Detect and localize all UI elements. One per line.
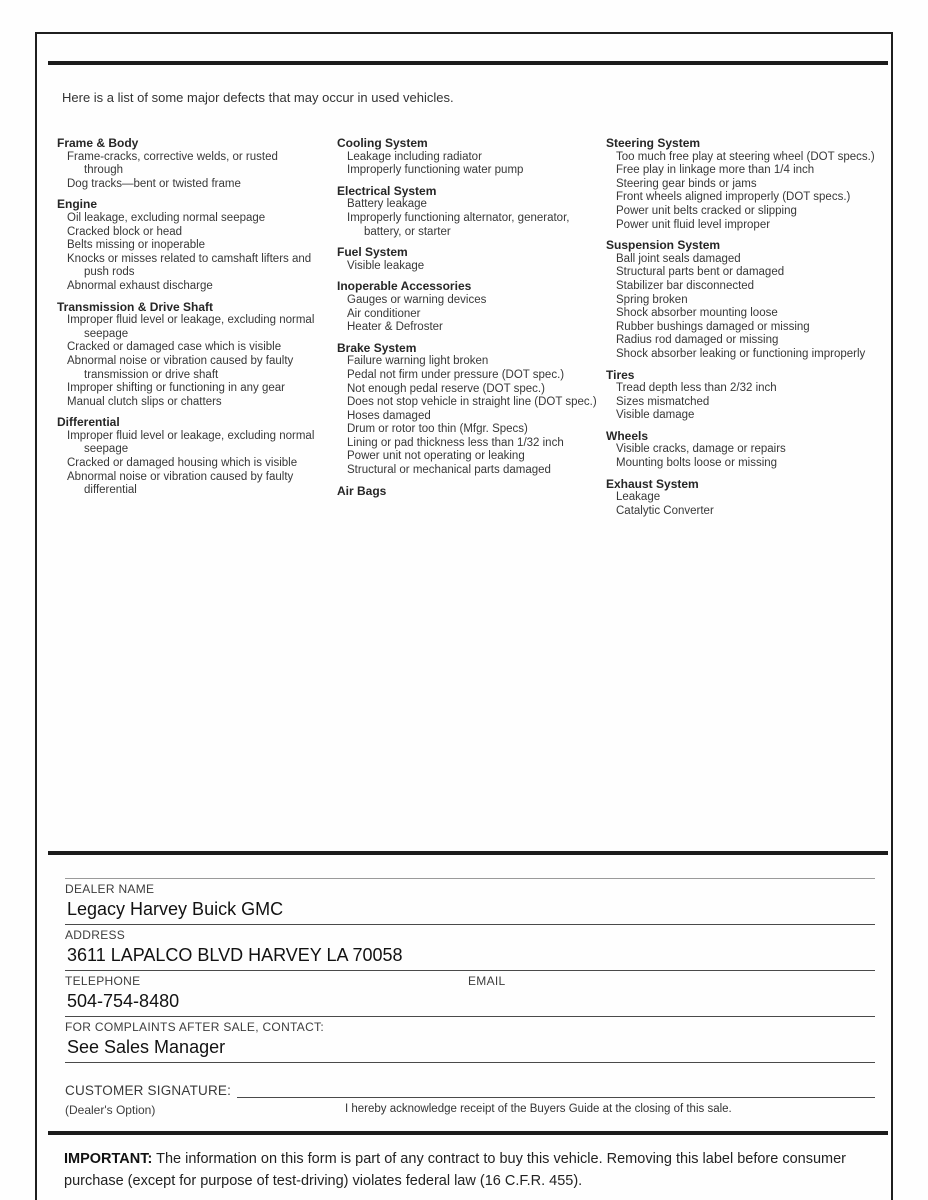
defect-item: Dog tracks—bent or twisted frame <box>67 177 241 190</box>
defect-item: Leakage including radiator <box>347 150 482 163</box>
address-label: ADDRESS <box>65 928 126 942</box>
important-notice <box>64 1148 876 1192</box>
field-complaints-contact <box>65 1017 875 1063</box>
defect-item: Visible damage <box>616 409 695 422</box>
defect-section <box>606 137 882 232</box>
defect-section-title: Suspension System <box>606 238 721 253</box>
defect-item: Visible leakage <box>347 259 425 272</box>
defect-item: Pedal not firm under pressure (DOT spec.) <box>347 368 565 381</box>
defect-item: Power unit fluid level improper <box>616 218 771 231</box>
defect-item: Cracked or damaged case which is visible <box>67 341 282 354</box>
defect-section <box>337 280 597 334</box>
defect-section-title: Frame & Body <box>57 136 139 150</box>
defect-item: Mounting bolts loose or missing <box>616 457 778 470</box>
defect-section-title: Cooling System <box>337 136 428 150</box>
defect-section-title: Transmission & Drive Shaft <box>57 299 214 314</box>
defect-item: Battery leakage <box>347 198 427 211</box>
defect-section <box>337 185 597 239</box>
email-label: EMAIL <box>468 974 506 988</box>
defect-item: Spring broken <box>616 293 688 306</box>
footer-rule <box>48 1131 888 1135</box>
defect-section-title: Fuel System <box>337 245 408 260</box>
telephone-email-labels <box>65 974 875 988</box>
defect-section <box>337 137 597 178</box>
field-telephone-email <box>65 971 875 1017</box>
defect-item: Improperly functioning alternator, generator, battery, or starter <box>347 211 570 238</box>
dealer-name-value[interactable]: Legacy Harvey Buick GMC <box>67 899 284 919</box>
important-label: IMPORTANT: <box>64 1151 153 1167</box>
defect-item: Cracked or damaged housing which is visible <box>67 457 298 470</box>
defect-item: Hoses damaged <box>347 409 431 422</box>
defect-item: Visible cracks, damage or repairs <box>616 443 786 456</box>
complaints-value[interactable]: See Sales Manager <box>67 1037 226 1057</box>
defect-section <box>337 342 597 478</box>
defect-item: Drum or rotor too thin (Mfgr. Specs) <box>347 423 528 436</box>
defect-section <box>57 137 317 191</box>
defect-item: Manual clutch slips or chatters <box>67 395 222 408</box>
defect-item: Not enough pedal reserve (DOT spec.) <box>347 382 545 395</box>
defect-section-title: Brake System <box>337 340 417 355</box>
defect-item: Abnormal noise or vibration caused by faulty differential <box>67 470 294 497</box>
field-dealer-name <box>65 878 875 925</box>
defect-item: Power unit belts cracked or slipping <box>616 204 797 217</box>
defect-item: Radius rod damaged or missing <box>616 334 779 347</box>
dealer-name-label: DEALER NAME <box>65 882 155 896</box>
defect-item: Abnormal noise or vibration caused by faulty transmission or drive shaft <box>67 354 294 381</box>
top-rule <box>48 61 888 65</box>
dealer-section-rule <box>48 851 888 855</box>
defect-item: Front wheels aligned improperly (DOT specs.) <box>616 191 851 204</box>
defect-item: Free play in linkage more than 1/4 inch <box>616 164 815 177</box>
defect-item: Does not stop vehicle in straight line (DOT spec.) <box>347 396 597 409</box>
defect-section-title: Inoperable Accessories <box>337 279 472 294</box>
acknowledgment-text: I hereby acknowledge receipt of the Buyers Guide at the closing of this sale. <box>345 1103 732 1115</box>
defect-item: Gauges or warning devices <box>347 293 487 306</box>
defect-section <box>57 301 317 410</box>
defect-section <box>606 369 882 423</box>
defect-item: Catalytic Converter <box>616 504 714 517</box>
defect-item: Improper shifting or functioning in any gear <box>67 382 285 395</box>
defect-section <box>337 246 597 273</box>
defect-item: Improperly functioning water pump <box>347 164 524 177</box>
defect-section <box>337 485 597 499</box>
defect-item: Rubber bushings damaged or missing <box>616 320 810 333</box>
defect-section-title: Engine <box>57 197 98 212</box>
defect-item: Cracked block or head <box>67 225 183 238</box>
defect-item: Shock absorber leaking or functioning improperly <box>616 347 866 360</box>
defect-item: Leakage <box>616 491 661 504</box>
customer-signature-line[interactable] <box>237 1083 875 1098</box>
defect-section <box>606 478 882 519</box>
defect-section <box>57 198 317 293</box>
defect-item: Too much free play at steering wheel (DOT specs.) <box>616 150 875 163</box>
telephone-label: TELEPHONE <box>65 974 141 988</box>
defect-item: Improper fluid level or leakage, excluding normal seepage <box>67 314 315 340</box>
defect-section-title: Exhaust System <box>606 476 699 491</box>
field-address <box>65 925 875 971</box>
defect-item: Stabilizer bar disconnected <box>616 279 755 292</box>
defect-item: Knocks or misses related to camshaft lifters and push rods <box>67 252 312 279</box>
defects-column-2 <box>337 137 597 498</box>
defect-section <box>606 430 882 471</box>
dealer-form <box>65 878 875 1063</box>
complaints-label: FOR COMPLAINTS AFTER SALE, CONTACT: <box>65 1020 324 1034</box>
defect-item: Structural or mechanical parts damaged <box>347 464 551 477</box>
dealers-option-note: (Dealer's Option) <box>65 1103 156 1117</box>
defect-section <box>57 416 317 498</box>
defect-item: Power unit not operating or leaking <box>347 450 525 463</box>
defect-item: Sizes mismatched <box>616 395 710 408</box>
defect-item: Air conditioner <box>347 307 421 320</box>
defects-column-3 <box>606 137 882 518</box>
defect-section-title: Wheels <box>606 428 649 443</box>
defect-section <box>606 239 882 361</box>
defect-item: Tread depth less than 2/32 inch <box>616 382 777 395</box>
defect-item: Abnormal exhaust discharge <box>67 279 213 292</box>
defect-item: Failure warning light broken <box>347 355 489 368</box>
defect-item: Belts missing or inoperable <box>67 239 206 252</box>
defect-section-title: Air Bags <box>337 483 387 498</box>
defect-section-title: Differential <box>57 415 120 430</box>
defect-item: Oil leakage, excluding normal seepage <box>67 211 266 224</box>
defect-item: Heater & Defroster <box>347 321 443 334</box>
defect-item: Lining or pad thickness less than 1/32 inch <box>347 436 564 449</box>
defect-section-title: Electrical System <box>337 183 437 198</box>
defects-column-1 <box>57 137 317 498</box>
important-text: The information on this form is part of any contract to buy this vehicle. Removing this label before consumer purchase (except for purpose of test-driving) violates federal law (16 C.F.R. 455). <box>64 1151 847 1190</box>
customer-signature-label: CUSTOMER SIGNATURE: <box>65 1083 232 1098</box>
customer-signature-block <box>65 1083 875 1127</box>
defect-section-title: Steering System <box>606 136 701 150</box>
defect-item: Structural parts bent or damaged <box>616 266 785 279</box>
telephone-value[interactable]: 504-754-8480 <box>67 991 180 1011</box>
defect-item: Shock absorber mounting loose <box>616 307 778 320</box>
defect-item: Improper fluid level or leakage, excluding normal seepage <box>67 429 315 456</box>
defect-item: Frame-cracks, corrective welds, or rusted through <box>67 150 278 177</box>
defect-item: Ball joint seals damaged <box>616 252 741 265</box>
defect-item: Steering gear binds or jams <box>616 177 757 190</box>
intro-text: Here is a list of some major defects that may occur in used vehicles. <box>62 90 454 105</box>
defect-section-title: Tires <box>606 367 635 382</box>
address-value[interactable]: 3611 LAPALCO BLVD HARVEY LA 70058 <box>67 945 403 965</box>
